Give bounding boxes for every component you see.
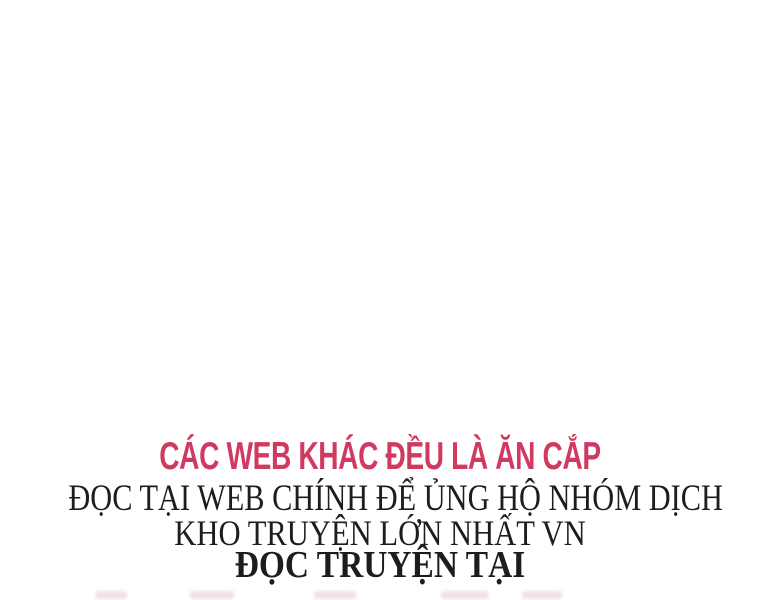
cutoff-text-fragment	[522, 591, 562, 599]
notice-line-read-at: ĐỌC TRUYỆN TẠI	[234, 544, 526, 586]
notice-line-biggest-library: KHO TRUYỆN LỚN NHẤT VN	[174, 513, 586, 553]
cutoff-text-fragment	[190, 591, 234, 599]
notice-line-read-official: ĐỌC TẠI WEB CHÍNH ĐỂ ỦNG HỘ NHÓM DỊCH	[68, 478, 723, 519]
cutoff-text-fragment	[441, 591, 489, 599]
warning-headline: CÁC WEB KHÁC ĐỀU LÀ ĂN CẮP	[159, 435, 601, 478]
cutoff-text-row	[0, 590, 760, 600]
cutoff-text-fragment	[314, 591, 356, 599]
cutoff-text-fragment	[95, 591, 127, 599]
